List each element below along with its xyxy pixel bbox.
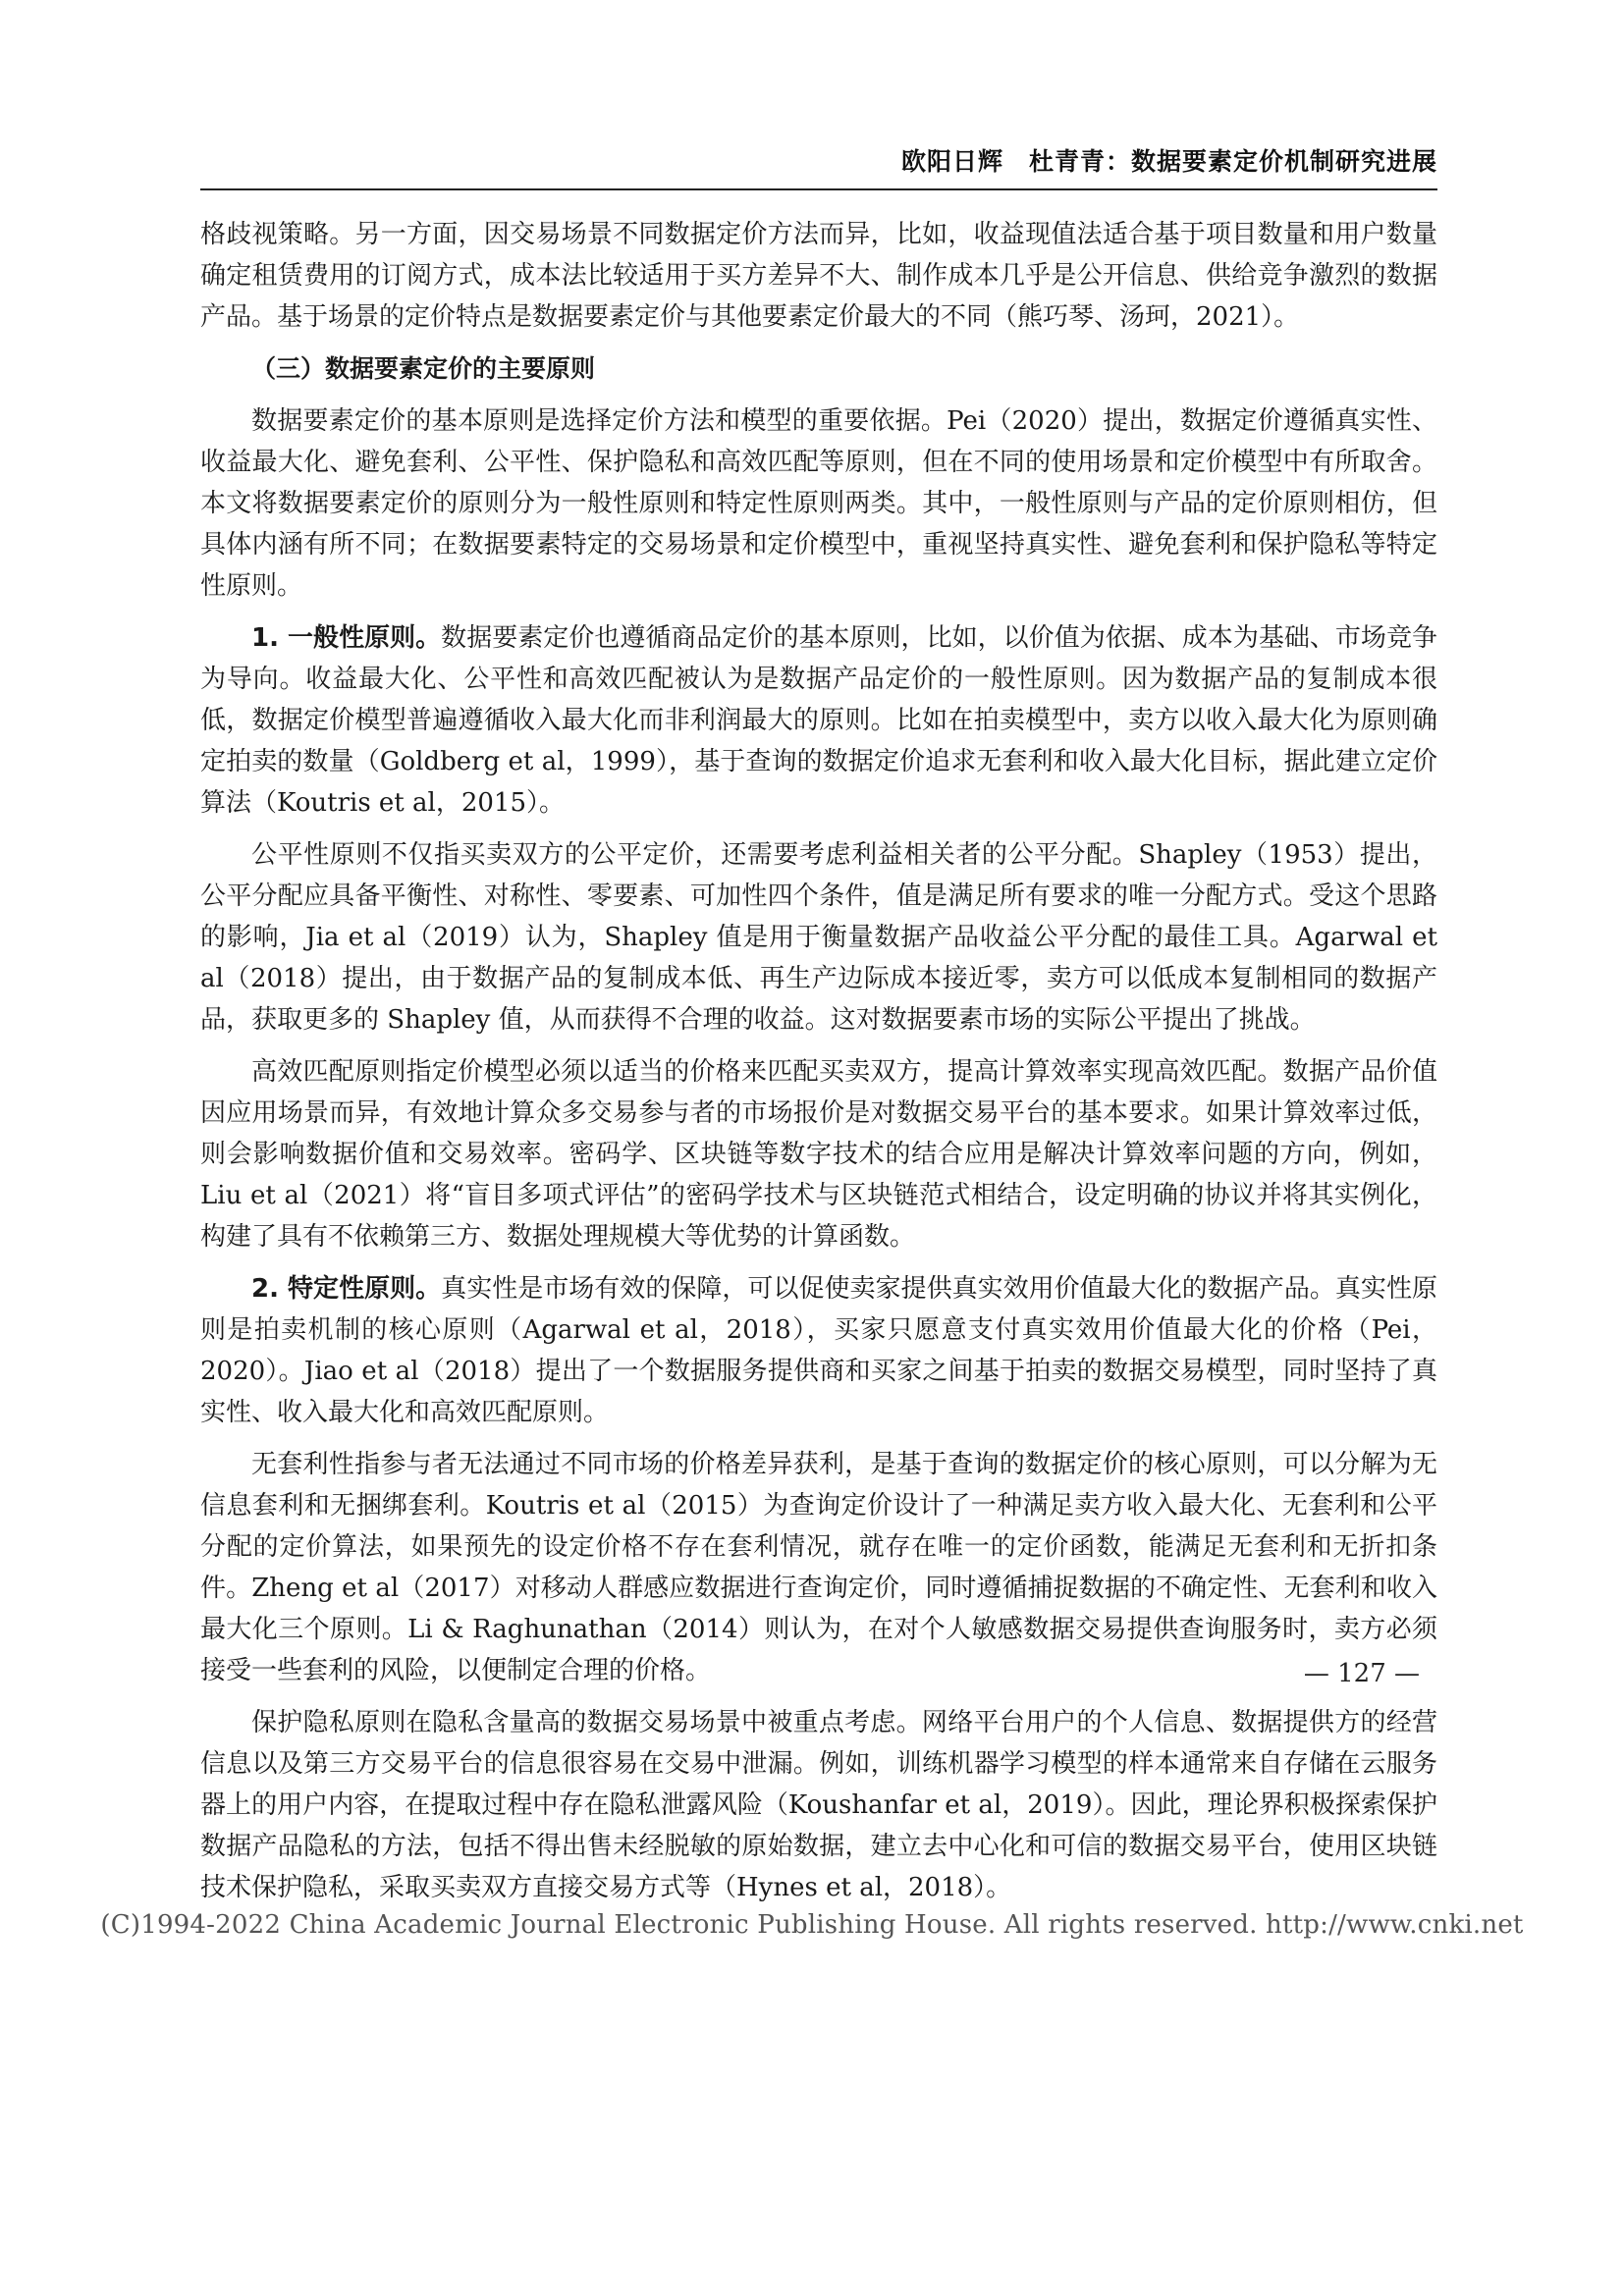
section-heading: （三）数据要素定价的主要原则 <box>251 354 596 383</box>
header-rule <box>200 188 1437 190</box>
paragraph-no-arbitrage: 无套利性指参与者无法通过不同市场的价格差异获利，是基于查询的数据定价的核心原则，可以分解为无信息套利和无捆绑套利。Koutris et al（2015）为查询定价设计了一种满足卖方收入最大化、无套利和公平分配的定价算法，如果预先的设定价格不存在套利情况，就存在唯一的定价函数，能满足无套利和无折扣条件。Zheng et al（2017）对移动人群感应数据进行查询定价，同时遵循捕捉数据的不确定性、无套利和收入最大化三个原则。Li & Raghunathan（2014）则认为，在对个人敏感数据交易提供查询服务时，卖方必须接受一些套利的风险，以便制定合理的价格。 <box>200 1450 1437 1685</box>
subheading-general-principles: 1. 一般性原则。 <box>251 623 442 653</box>
running-header: 欧阳日辉 杜青青：数据要素定价机制研究进展 <box>900 147 1437 176</box>
paragraph-continuation: 格歧视策略。另一方面，因交易场景不同数据定价方法而异，比如，收益现值法适合基于项目数量和用户数量确定租赁费用的订阅方式，成本法比较适用于买方差异不大、制作成本几乎是公开信息、供给竞争激烈的数据产品。基于场景的定价特点是数据要素定价与其他要素定价最大的不同（熊巧琴、汤珂，2021）。 <box>200 220 1437 332</box>
paragraph-specific-principles <box>200 1268 1437 1433</box>
paragraph-specific-principles-text: 真实性是市场有效的保障，可以促使卖家提供真实效用价值最大化的数据产品。真实性原则是拍卖机制的核心原则（Agarwal et al，2018），买家只愿意支付真实效用价值最大化的价格（Pei，2020）。Jiao et al（2018）提出了一个数据服务提供商和买家之间基于拍卖的数据交易模型，同时坚持了真实性、收入最大化和高效匹配原则。 <box>200 1274 1437 1427</box>
page-number: — 127 — <box>1303 1659 1420 1688</box>
paragraph-privacy: 保护隐私原则在隐私含量高的数据交易场景中被重点考虑。网络平台用户的个人信息、数据提供方的经营信息以及第三方交易平台的信息很容易在交易中泄漏。例如，训练机器学习模型的样本通常来自存储在云服务器上的用户内容，在提取过程中存在隐私泄露风险（Koushanfar et al，2019）。因此，理论界积极探索保护数据产品隐私的方法，包括不得出售未经脱敏的原始数据，建立去中心化和可信的数据交易平台，使用区块链技术保护隐私，采取买卖双方直接交易方式等（Hynes et al，2018）。 <box>200 1708 1437 1902</box>
copyright-notice: (C)1994-2022 China Academic Journal Electronic Publishing House. All rights reserved. http://www.cnki.net <box>100 1910 1524 1940</box>
paragraph-general-principles <box>200 617 1437 824</box>
paragraph-fairness: 公平性原则不仅指买卖双方的公平定价，还需要考虑利益相关者的公平分配。Shapley（1953）提出，公平分配应具备平衡性、对称性、零要素、可加性四个条件，值是满足所有要求的唯一分配方式。受这个思路的影响，Jia et al（2019）认为，Shapley 值是用于衡量数据产品收益公平分配的最佳工具。Agarwal et al（2018）提出，由于数据产品的复制成本低、再生产边际成本接近零，卖方可以低成本复制相同的数据产品，获取更多的 Shapley 值，从而获得不合理的收益。这对数据要素市场的实际公平提出了挑战。 <box>200 840 1437 1035</box>
subheading-specific-principles: 2. 特定性原则。 <box>251 1274 442 1304</box>
paragraph-general-principles-text: 数据要素定价也遵循商品定价的基本原则，比如，以价值为依据、成本为基础、市场竞争为导向。收益最大化、公平性和高效匹配被认为是数据产品定价的一般性原则。因为数据产品的复制成本很低，数据定价模型普遍遵循收入最大化而非利润最大的原则。比如在拍卖模型中，卖方以收入最大化为原则确定拍卖的数量（Goldberg et al，1999），基于查询的数据定价追求无套利和收入最大化目标，据此建立定价算法（Koutris et al，2015）。 <box>200 623 1437 818</box>
article-body <box>200 214 1437 1919</box>
paragraph-efficient-matching: 高效匹配原则指定价模型必须以适当的价格来匹配买卖双方，提高计算效率实现高效匹配。数据产品价值因应用场景而异，有效地计算众多交易参与者的市场报价是对数据交易平台的基本要求。如果计算效率过低，则会影响数据价值和交易效率。密码学、区块链等数字技术的结合应用是解决计算效率问题的方向，例如，Liu et al（2021）将“盲目多项式评估”的密码学技术与区块链范式相结合，设定明确的协议并将其实例化，构建了具有不依赖第三方、数据处理规模大等优势的计算函数。 <box>200 1057 1437 1252</box>
paragraph-principles-intro: 数据要素定价的基本原则是选择定价方法和模型的重要依据。Pei（2020）提出，数据定价遵循真实性、收益最大化、避免套利、公平性、保护隐私和高效匹配等原则，但在不同的使用场景和定价模型中有所取舍。本文将数据要素定价的原则分为一般性原则和特定性原则两类。其中，一般性原则与产品的定价原则相仿，但具体内涵有所不同；在数据要素特定的交易场景和定价模型中，重视坚持真实性、避免套利和保护隐私等特定性原则。 <box>200 406 1437 601</box>
